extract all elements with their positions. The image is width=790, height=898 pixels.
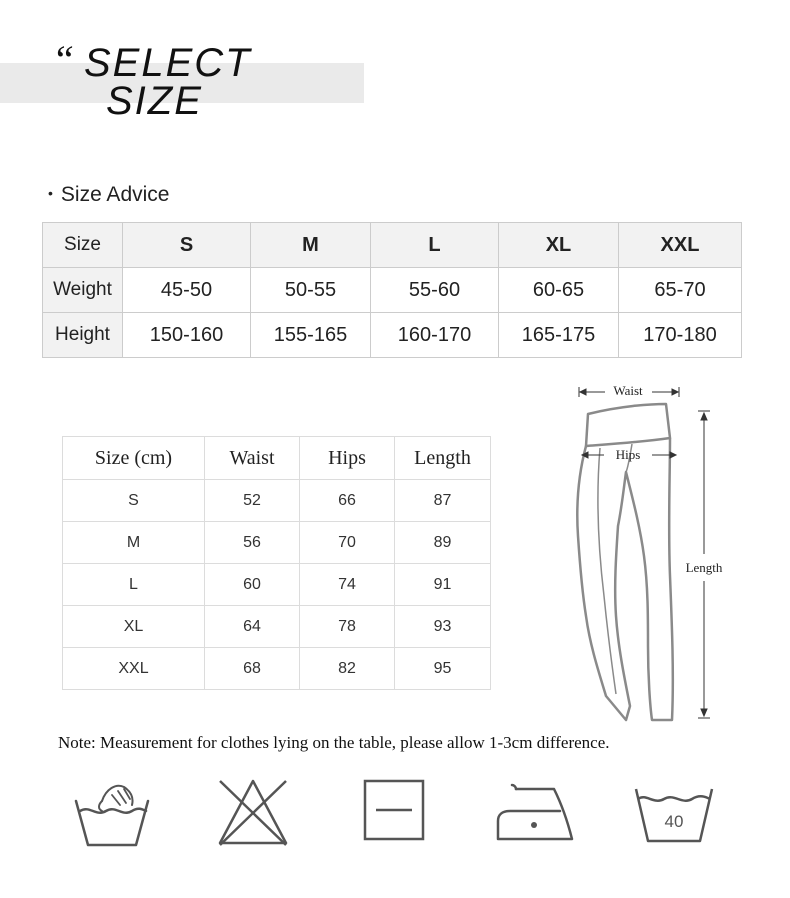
table-cell: 68	[205, 648, 300, 690]
table-row	[63, 564, 491, 606]
row-label-height: Height	[43, 313, 123, 358]
table-cell: L	[63, 564, 205, 606]
table-row	[63, 648, 491, 690]
quote-mark: “	[52, 37, 75, 82]
table-cell: 91	[395, 564, 491, 606]
column-header: Length	[395, 437, 491, 480]
height-cell: 150-160	[123, 313, 251, 358]
size-cell: S	[123, 223, 251, 268]
size-advice-table	[42, 222, 742, 358]
table-row	[63, 606, 491, 648]
height-cell: 165-175	[499, 313, 619, 358]
length-label: Length	[685, 560, 723, 575]
wash-temperature-label: 40	[664, 812, 684, 831]
table-cell: XL	[63, 606, 205, 648]
size-advice-heading	[48, 183, 169, 207]
row-label-size: Size	[43, 223, 123, 268]
bullet-icon: •	[48, 185, 53, 201]
table-cell: 64	[205, 606, 300, 648]
height-cell: 160-170	[371, 313, 499, 358]
table-cell: 70	[300, 522, 395, 564]
table-cell: 52	[205, 480, 300, 522]
measurement-header-row	[63, 437, 491, 480]
size-cell: M	[251, 223, 371, 268]
table-cell: 87	[395, 480, 491, 522]
dry-flat-icon	[362, 775, 426, 841]
table-cell: 89	[395, 522, 491, 564]
table-cell: 78	[300, 606, 395, 648]
column-header: Hips	[300, 437, 395, 480]
title-line-2: SIZE	[106, 79, 203, 123]
wash-40-icon	[632, 775, 716, 847]
table-cell: 60	[205, 564, 300, 606]
leggings-measurement-diagram	[560, 376, 750, 726]
weight-cell: 55-60	[371, 268, 499, 313]
table-cell: XXL	[63, 648, 205, 690]
size-cell: XXL	[619, 223, 742, 268]
table-cell: M	[63, 522, 205, 564]
table-cell: 74	[300, 564, 395, 606]
size-cell: XL	[499, 223, 619, 268]
weight-cell: 50-55	[251, 268, 371, 313]
table-cell: 56	[205, 522, 300, 564]
table-cell: 93	[395, 606, 491, 648]
size-cell: L	[371, 223, 499, 268]
size-advice-label: Size Advice	[60, 183, 170, 206]
height-cell: 155-165	[251, 313, 371, 358]
measurement-table	[62, 436, 491, 690]
weight-row	[43, 268, 742, 313]
height-cell: 170-180	[619, 313, 742, 358]
iron-low-icon	[494, 775, 576, 847]
do-not-bleach-icon	[216, 775, 290, 849]
table-cell: 82	[300, 648, 395, 690]
height-row	[43, 313, 742, 358]
table-row	[63, 480, 491, 522]
table-row	[63, 522, 491, 564]
column-header: Waist	[205, 437, 300, 480]
measurement-note: Note: Measurement for clothes lying on the table, please allow 1-3cm difference.	[58, 733, 610, 752]
weight-cell: 65-70	[619, 268, 742, 313]
title-line-1: SELECT	[84, 41, 252, 85]
hand-wash-icon	[72, 775, 152, 855]
column-header: Size (cm)	[63, 437, 205, 480]
weight-cell: 60-65	[499, 268, 619, 313]
row-label-weight: Weight	[43, 268, 123, 313]
size-row	[43, 223, 742, 268]
table-cell: S	[63, 480, 205, 522]
page-title	[84, 41, 252, 123]
hips-label: Hips	[615, 447, 641, 462]
table-cell: 95	[395, 648, 491, 690]
waist-label: Waist	[613, 383, 643, 398]
table-cell: 66	[300, 480, 395, 522]
weight-cell: 45-50	[123, 268, 251, 313]
